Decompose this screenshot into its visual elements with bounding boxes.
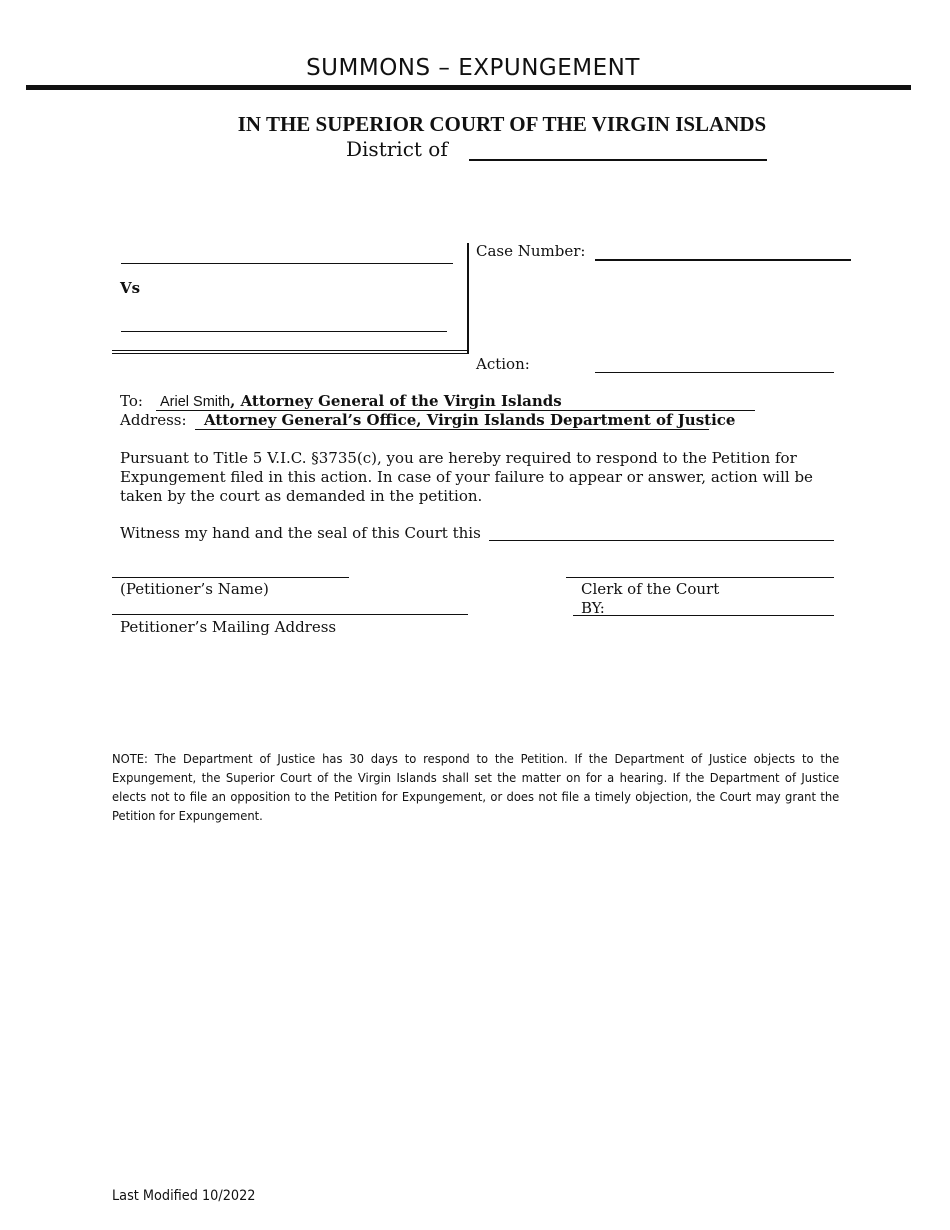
defendant-underline bbox=[121, 331, 447, 332]
clerk-label: Clerk of the Court bbox=[581, 580, 720, 598]
last-modified: Last Modified 10/2022 bbox=[112, 1188, 256, 1204]
title-rule bbox=[26, 85, 911, 90]
district-field[interactable] bbox=[469, 140, 767, 159]
to-title: , Attorney General of the Virgin Islands bbox=[230, 392, 562, 410]
to-line bbox=[160, 391, 562, 410]
petitioner-name-line bbox=[112, 577, 349, 578]
by-label: BY: bbox=[581, 599, 605, 617]
caption-double-rule-bottom bbox=[112, 353, 467, 354]
action-label: Action: bbox=[476, 355, 530, 373]
witness-label: Witness my hand and the seal of this Court this bbox=[120, 524, 481, 542]
note-paragraph: NOTE: The Department of Justice has 30 days to respond to the Petition. If the Department of Justice objects to the Expungement, the Superior Court of the Virgin Islands shall set the matter on for a hearing. If the Department of Justice elects not to file an opposition to the Petition for Expungement, or does not file a timely objection, the Court may grant the Petition for Expungement. bbox=[112, 751, 840, 823]
address-underline bbox=[195, 429, 709, 430]
defendant-field[interactable] bbox=[121, 311, 447, 330]
petitioner-name-label: (Petitioner’s Name) bbox=[120, 580, 269, 598]
action-field[interactable] bbox=[595, 353, 834, 372]
address-label: Address: bbox=[120, 411, 187, 429]
court-name: IN THE SUPERIOR COURT OF THE VIRGIN ISLANDS bbox=[237, 112, 767, 136]
plaintiff-underline bbox=[121, 263, 453, 264]
clerk-signature-line bbox=[566, 577, 834, 578]
vs-label: Vs bbox=[120, 279, 141, 297]
to-name-field[interactable]: Ariel Smith bbox=[160, 394, 231, 410]
summons-paragraph: Pursuant to Title 5 V.I.C. §3735(c), you are hereby required to respond to the Petition for Expungement filed in this action. In case of your failure to appear or answer, action will be taken by the court as demanded in the petition. bbox=[120, 449, 813, 505]
address-value[interactable]: Attorney General’s Office, Virgin Islands Department of Justice bbox=[204, 411, 736, 429]
plaintiff-field[interactable] bbox=[121, 243, 453, 262]
district-underline bbox=[469, 159, 767, 161]
witness-date-field[interactable] bbox=[489, 520, 834, 539]
petitioner-address-label: Petitioner’s Mailing Address bbox=[120, 618, 337, 636]
district-label: District of bbox=[346, 137, 448, 161]
case-number-underline bbox=[595, 259, 851, 261]
by-underline bbox=[573, 615, 834, 616]
case-number-field[interactable] bbox=[595, 240, 851, 259]
form-title: SUMMONS – EXPUNGEMENT bbox=[306, 55, 640, 81]
case-number-label: Case Number: bbox=[476, 242, 586, 260]
to-label: To: bbox=[120, 392, 143, 410]
action-underline bbox=[595, 372, 834, 373]
witness-underline bbox=[489, 540, 834, 541]
caption-divider bbox=[467, 243, 469, 354]
petitioner-address-line bbox=[112, 614, 468, 615]
caption-double-rule-top bbox=[112, 350, 467, 351]
